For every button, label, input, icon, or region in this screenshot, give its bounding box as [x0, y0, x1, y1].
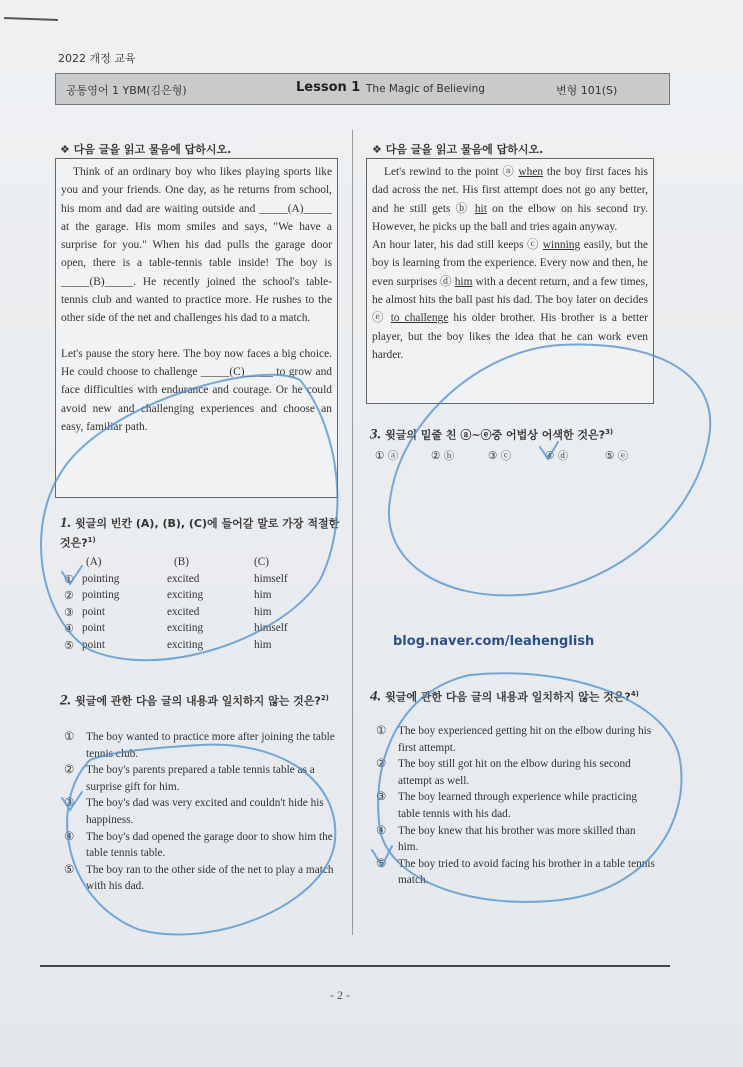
choice-marker: ⑤ [64, 639, 75, 652]
col-a-header: (A) [86, 556, 102, 568]
passage-text: his older brother. His brother is a better player, but the boy likes the idea that he can work even harder. [372, 312, 648, 361]
marker-b: ⓑ [455, 202, 470, 215]
question-number: 4. [370, 688, 382, 705]
blog-watermark: blog.naver.com/leahenglish [393, 634, 595, 649]
question-2 [60, 690, 345, 710]
footer-rule [40, 965, 670, 967]
passage-paragraph-3 [372, 163, 648, 364]
q3-choice[interactable]: ⑤ ⓔ [605, 450, 629, 462]
choice-header-row [64, 556, 344, 573]
option-marker: ⑤ [376, 857, 387, 870]
option-item[interactable] [64, 795, 344, 828]
option-marker: ① [376, 725, 387, 737]
option-marker: ⑤ [64, 863, 75, 876]
passage-text: the boy first faces his dad across the net. His first attempt does not go any better, and he still gets [372, 166, 648, 215]
choice-a: point [82, 638, 105, 651]
marker-c: ⓒ [527, 239, 540, 252]
option-marker: ③ [376, 791, 387, 804]
q3-choice[interactable]: ① ⓐ [375, 450, 399, 462]
q4-options [376, 723, 656, 889]
question-number: 3. [370, 426, 382, 443]
lesson-number: Lesson 1 [296, 80, 361, 95]
option-item[interactable] [376, 789, 656, 822]
option-text: The boy learned through experience while practicing table tennis with his dad. [398, 791, 638, 820]
option-item[interactable] [376, 823, 656, 856]
passage-text: easily, but the boy is learning from the experience. Every now and then, he even surprises [372, 239, 648, 288]
option-text: The boy experienced getting hit on the elbow during his first attempt. [398, 725, 652, 754]
column-divider [352, 130, 353, 935]
option-marker: ② [376, 758, 387, 771]
choice-b: exciting [167, 589, 204, 602]
option-text: The boy knew that his brother was more skilled than him. [398, 824, 636, 854]
q3-choices [375, 448, 655, 464]
question-number: 2. [60, 692, 72, 709]
left-instruction: ❖ 다음 글을 읽고 물음에 답하시오. [60, 143, 232, 156]
pen-stroke-mark [4, 17, 58, 21]
question-3 [370, 424, 660, 444]
choice-c: him [254, 638, 272, 651]
option-marker: ② [64, 764, 75, 777]
marker-a: ⓐ [502, 166, 515, 178]
q3-choice[interactable]: ④ ⓓ [545, 450, 569, 462]
option-text: The boy's dad opened the garage door to show him the table tennis table. [86, 830, 333, 860]
choice-a: pointing [82, 589, 120, 602]
footnote-ref: 3) [605, 428, 614, 436]
choice-c: him [254, 605, 272, 618]
right-instruction: ❖ 다음 글을 읽고 물음에 답하시오. [372, 143, 544, 156]
choice-marker: ④ [64, 623, 75, 636]
right-passage [366, 158, 654, 404]
option-item[interactable] [64, 829, 344, 862]
choice-b: excited [167, 572, 200, 585]
header-bar [55, 73, 670, 105]
option-item[interactable] [376, 723, 656, 756]
q1-choice-table [64, 556, 344, 656]
choice-b: excited [167, 605, 200, 618]
choice-b: exciting [167, 622, 204, 635]
option-item[interactable] [64, 729, 344, 762]
underlined-word-b: hit [474, 202, 487, 215]
footnote-ref: 4) [630, 690, 639, 698]
choice-b: exciting [167, 638, 204, 651]
marker-e: ⓔ [372, 312, 386, 325]
choice-row[interactable] [64, 589, 344, 606]
choice-row[interactable] [64, 573, 344, 590]
option-marker: ④ [64, 830, 75, 843]
choice-row[interactable] [64, 606, 344, 623]
option-text: The boy's parents prepared a table tennis table as a surprise gift for him. [86, 764, 315, 793]
choice-c: himself [254, 622, 288, 635]
curriculum-year: 2022 개정 교육 [58, 52, 136, 65]
passage-text: An hour later, his dad still keeps [372, 239, 528, 252]
question-text: 윗글의 밑줄 친 ⓐ~ⓔ중 어법상 어색한 것은? [385, 428, 606, 442]
choice-a: point [82, 622, 105, 635]
choice-c: him [254, 589, 272, 602]
course-name: 공통영어 1 YBM(김은형) [66, 84, 187, 97]
passage-text: with a decent return, and a few times, he almost hits the ball past his dad. The boy later on decides [372, 275, 648, 307]
underlined-word-d: him [454, 275, 473, 288]
underlined-word-c: winning [542, 239, 581, 252]
choice-marker: ① [64, 573, 75, 586]
question-text: 윗글에 관한 다음 글의 내용과 일치하지 않는 것은? [75, 694, 321, 708]
choice-row[interactable] [64, 622, 344, 639]
passage-text: Let's rewind to the point [384, 166, 503, 178]
option-text: The boy ran to the other side of the net to play a match with his dad. [86, 863, 334, 893]
left-passage [55, 158, 338, 498]
passage-paragraph-2: Let's pause the story here. The boy now faces a big choice. He could choose to challenge _____(C)_____ to grow and face difficulties with endurance and courage. Or he could avoid new and challenging experiences and choose an easy, familiar path. [61, 347, 332, 433]
footnote-ref: 1) [87, 536, 96, 544]
footnote-ref: 2) [320, 694, 329, 702]
option-marker: ④ [376, 824, 387, 837]
q2-options [64, 729, 344, 895]
underlined-word-e: to challenge [390, 312, 449, 325]
variant-label: 변형 101(S) [556, 84, 618, 97]
passage-paragraph-1: Think of an ordinary boy who likes playing sports like you and your friends. One day, as he returns from school, his mom and dad are waiting outside and _____(A)_____ at the garage. His mom smiles and says, "We have a surprise for you." When his dad pulls the garage door open, there is a table-tennis table inside! The boy is _____(B)_____. He recently joined the school's table-tennis club and wanted to practice more. He rushes to the other side of the net and challenges his dad to a match. [61, 166, 332, 325]
choice-c: himself [254, 572, 288, 585]
question-4 [370, 686, 660, 706]
option-text: The boy still got hit on the elbow during his second attempt as well. [398, 758, 631, 787]
option-item[interactable] [376, 756, 656, 789]
question-text: 윗글의 빈칸 (A), (B), (C)에 들어갈 말로 가장 적절한 것은? [60, 517, 340, 550]
option-text: The boy's dad was very excited and couldn't hide his happiness. [86, 797, 324, 826]
question-number: 1. [60, 515, 72, 531]
lesson-title: The Magic of Believing [366, 83, 485, 95]
choice-row[interactable] [64, 639, 344, 656]
option-text: The boy wanted to practice more after joining the table tennis club. [86, 731, 335, 760]
page-number: - 2 - [330, 988, 350, 1002]
q3-choice[interactable]: ③ ⓒ [488, 450, 512, 462]
marker-d: ⓓ [440, 275, 452, 288]
choice-a: point [82, 605, 105, 618]
question-1 [60, 515, 345, 552]
underlined-word-a: when [518, 166, 544, 178]
option-marker: ① [64, 731, 75, 743]
col-c-header: (C) [254, 556, 269, 568]
option-marker: ③ [64, 797, 75, 810]
col-b-header: (B) [174, 556, 189, 568]
option-item[interactable] [376, 856, 656, 889]
q3-choice[interactable]: ② ⓑ [431, 450, 455, 462]
option-item[interactable] [64, 862, 344, 895]
choice-marker: ③ [64, 606, 75, 619]
passage-text: on the elbow on his second try. However, he picks up the ball and tries again anyway. [372, 202, 648, 233]
option-text: The boy tried to avoid facing his brother in a table tennis match. [398, 857, 655, 887]
choice-marker: ② [64, 590, 75, 603]
option-item[interactable] [64, 762, 344, 795]
question-text: 윗글에 관한 다음 글의 내용과 일치하지 않는 것은? [385, 690, 631, 704]
choice-a: pointing [82, 572, 120, 585]
